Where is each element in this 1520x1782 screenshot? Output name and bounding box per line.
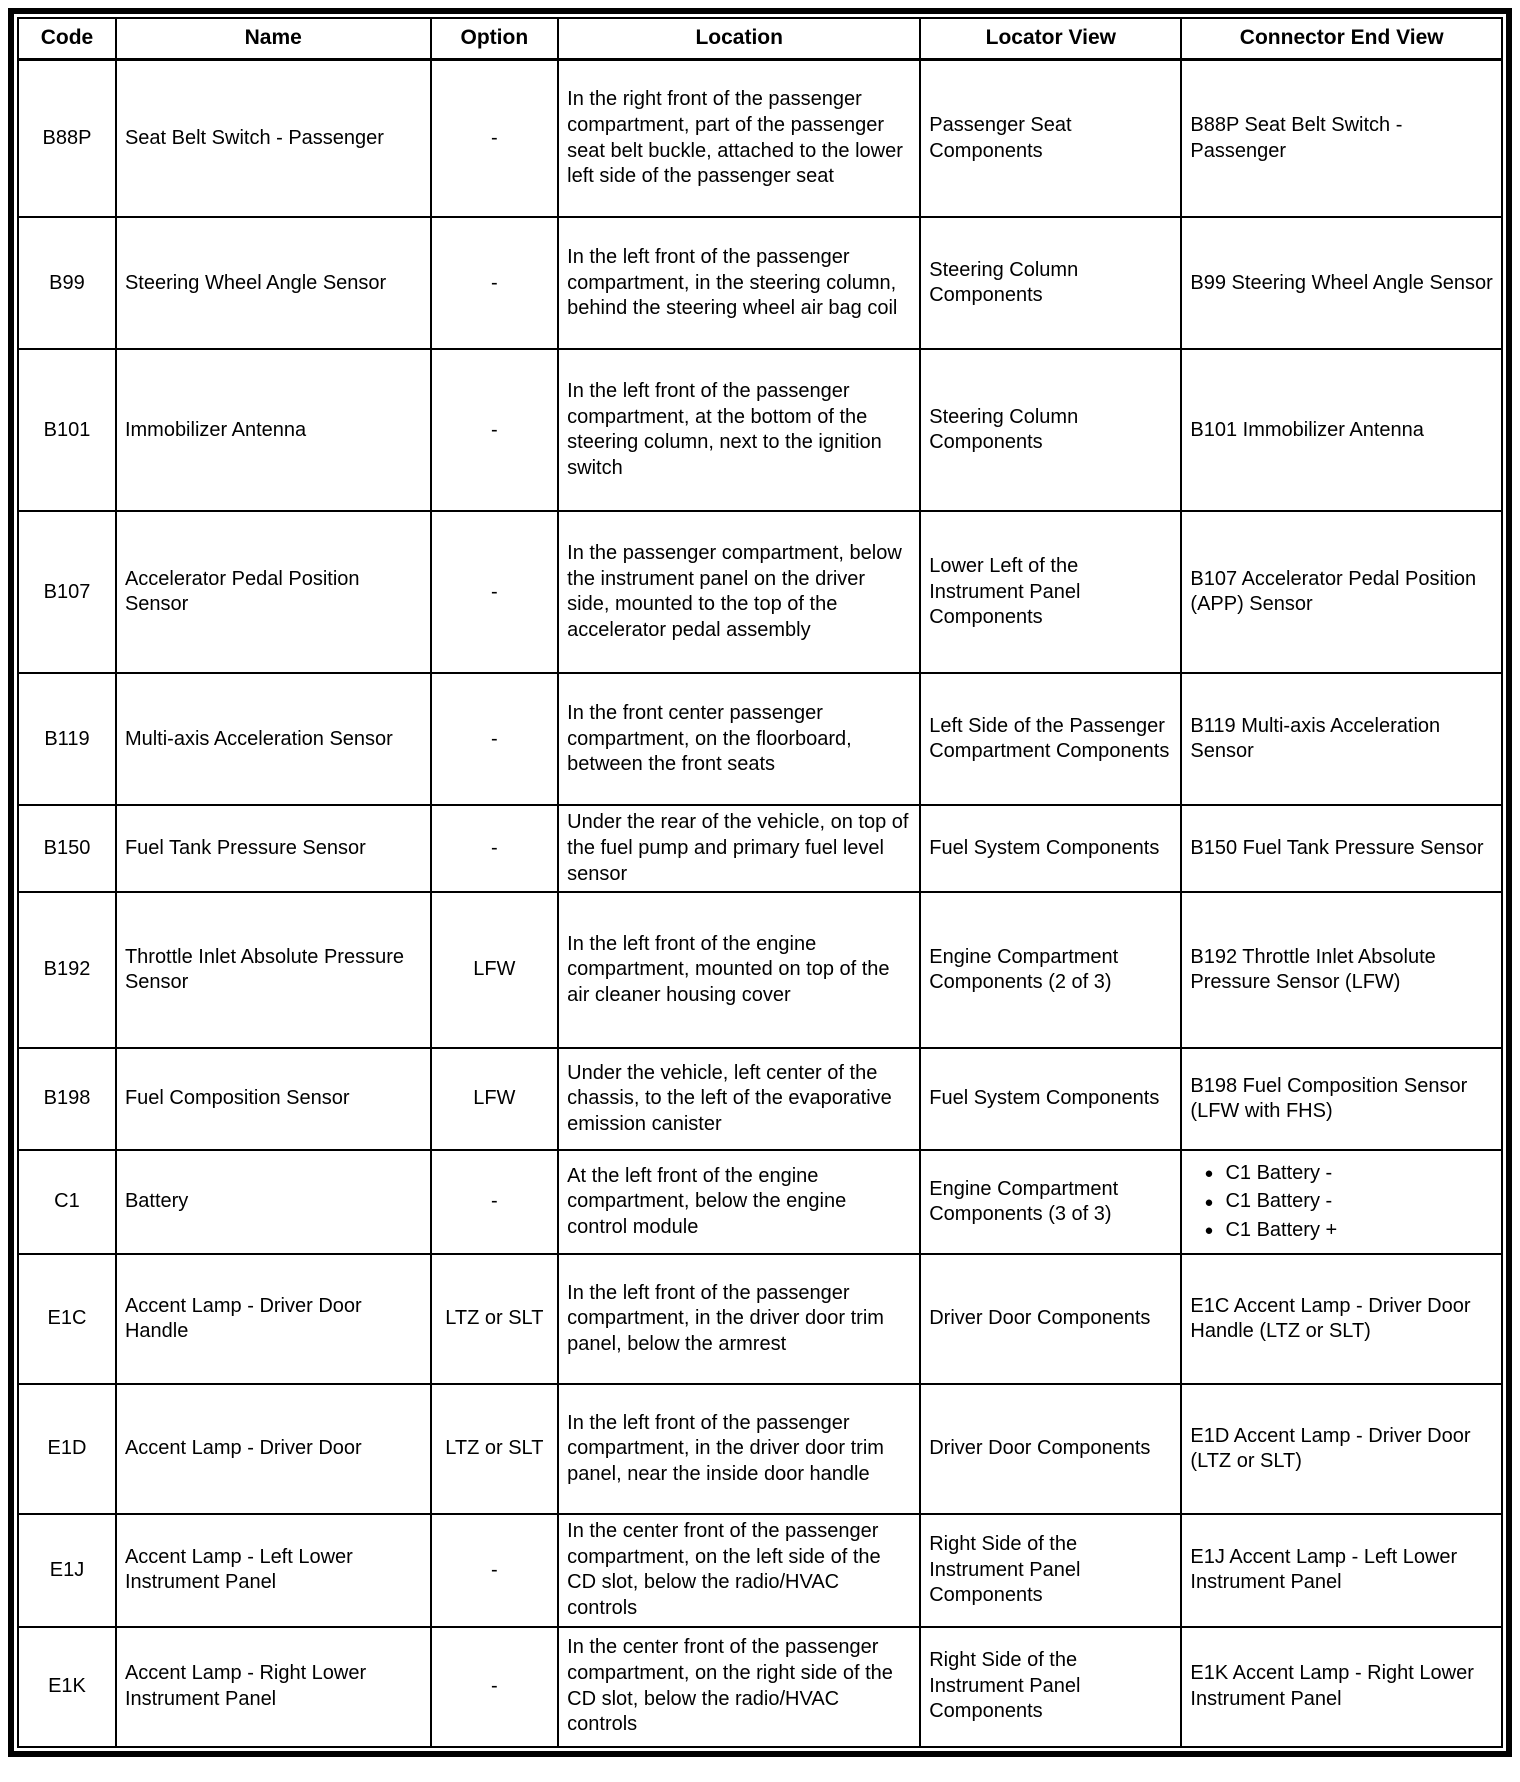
location-cell: In the front center passenger compartment, on the floorboard, between the front seats	[558, 673, 920, 805]
column-header-option: Option	[431, 18, 559, 59]
option-cell: LFW	[431, 892, 559, 1048]
column-header-locator-view: Locator View	[920, 18, 1181, 59]
location-cell: At the left front of the engine compartment, below the engine control module	[558, 1150, 920, 1254]
name-cell: Seat Belt Switch - Passenger	[116, 59, 431, 217]
connector-label: C1 Battery -	[1225, 1190, 1333, 1213]
table-row	[18, 805, 1502, 892]
bullet-icon: ●	[1204, 1193, 1214, 1211]
component-table-frame	[8, 8, 1512, 1757]
table-row	[18, 1048, 1502, 1150]
connector-end-view-cell: B101 Immobilizer Antenna	[1181, 349, 1502, 511]
location-cell: In the passenger compartment, below the instrument panel on the driver side, mounted to the top of the accelerator pedal assembly	[558, 511, 920, 673]
locator-view-cell: Lower Left of the Instrument Panel Components	[920, 511, 1181, 673]
name-cell: Accent Lamp - Driver Door Handle	[116, 1254, 431, 1384]
name-cell: Accent Lamp - Right Lower Instrument Panel	[116, 1627, 431, 1747]
table-row	[18, 217, 1502, 349]
bullet-icon: ●	[1204, 1165, 1214, 1183]
column-header-name: Name	[116, 18, 431, 59]
connector-label: C1 Battery -	[1225, 1161, 1333, 1184]
connector-end-view-cell: B119 Multi-axis Acceleration Sensor	[1181, 673, 1502, 805]
location-cell: In the left front of the engine compartment, mounted on top of the air cleaner housing cover	[558, 892, 920, 1048]
locator-view-cell: Right Side of the Instrument Panel Components	[920, 1514, 1181, 1626]
code-cell: B99	[18, 217, 116, 349]
name-cell: Accent Lamp - Left Lower Instrument Panel	[116, 1514, 431, 1626]
locator-view-cell: Steering Column Components	[920, 349, 1181, 511]
option-cell: -	[431, 673, 559, 805]
column-header-connector-end-view: Connector End View	[1181, 18, 1502, 59]
code-cell: E1J	[18, 1514, 116, 1626]
table-row	[18, 1384, 1502, 1514]
location-cell: Under the vehicle, left center of the chassis, to the left of the evaporative emission canister	[558, 1048, 920, 1150]
name-cell: Fuel Composition Sensor	[116, 1048, 431, 1150]
option-cell: -	[431, 805, 559, 892]
locator-view-cell: Steering Column Components	[920, 217, 1181, 349]
name-cell: Accent Lamp - Driver Door	[116, 1384, 431, 1514]
option-cell: LTZ or SLT	[431, 1384, 559, 1514]
connector-end-view-cell: B150 Fuel Tank Pressure Sensor	[1181, 805, 1502, 892]
table-row	[18, 1514, 1502, 1626]
connector-end-view-cell: E1D Accent Lamp - Driver Door (LTZ or SLT)	[1181, 1384, 1502, 1514]
code-cell: E1K	[18, 1627, 116, 1747]
option-cell: -	[431, 217, 559, 349]
locator-view-cell: Fuel System Components	[920, 1048, 1181, 1150]
code-cell: B107	[18, 511, 116, 673]
location-cell: In the left front of the passenger compartment, in the driver door trim panel, near the inside door handle	[558, 1384, 920, 1514]
option-cell: LTZ or SLT	[431, 1254, 559, 1384]
location-cell: Under the rear of the vehicle, on top of the fuel pump and primary fuel level sensor	[558, 805, 920, 892]
code-cell: E1C	[18, 1254, 116, 1384]
location-cell: In the left front of the passenger compartment, in the steering column, behind the steering wheel air bag coil	[558, 217, 920, 349]
option-cell: -	[431, 1627, 559, 1747]
connector-bullet-list	[1190, 1161, 1493, 1244]
code-cell: C1	[18, 1150, 116, 1254]
table-row	[18, 1150, 1502, 1254]
connector-end-view-cell: B192 Throttle Inlet Absolute Pressure Sensor (LFW)	[1181, 892, 1502, 1048]
location-cell: In the left front of the passenger compartment, in the driver door trim panel, below the armrest	[558, 1254, 920, 1384]
locator-view-cell: Fuel System Components	[920, 805, 1181, 892]
connector-end-view-cell: B198 Fuel Composition Sensor (LFW with FHS)	[1181, 1048, 1502, 1150]
connector-bullet-item	[1204, 1161, 1493, 1187]
code-cell: E1D	[18, 1384, 116, 1514]
connector-bullet-item	[1204, 1189, 1493, 1215]
table-body	[18, 59, 1502, 1746]
table-row	[18, 349, 1502, 511]
electrical-component-table	[17, 17, 1503, 1748]
header-row	[18, 18, 1502, 59]
locator-view-cell: Passenger Seat Components	[920, 59, 1181, 217]
code-cell: B88P	[18, 59, 116, 217]
location-cell: In the left front of the passenger compartment, at the bottom of the steering column, next to the ignition switch	[558, 349, 920, 511]
code-cell: B150	[18, 805, 116, 892]
connector-end-view-cell: E1C Accent Lamp - Driver Door Handle (LTZ or SLT)	[1181, 1254, 1502, 1384]
connector-end-view-cell: B107 Accelerator Pedal Position (APP) Sensor	[1181, 511, 1502, 673]
table-row	[18, 1627, 1502, 1747]
connector-end-view-cell: E1K Accent Lamp - Right Lower Instrument Panel	[1181, 1627, 1502, 1747]
locator-view-cell: Driver Door Components	[920, 1384, 1181, 1514]
option-cell: LFW	[431, 1048, 559, 1150]
location-cell: In the center front of the passenger compartment, on the left side of the CD slot, below the radio/HVAC controls	[558, 1514, 920, 1626]
code-cell: B101	[18, 349, 116, 511]
locator-view-cell: Engine Compartment Components (2 of 3)	[920, 892, 1181, 1048]
name-cell: Multi-axis Acceleration Sensor	[116, 673, 431, 805]
locator-view-cell: Right Side of the Instrument Panel Components	[920, 1627, 1181, 1747]
option-cell: -	[431, 349, 559, 511]
connector-end-view-cell	[1181, 1150, 1502, 1254]
table-row	[18, 892, 1502, 1048]
option-cell: -	[431, 511, 559, 673]
name-cell: Battery	[116, 1150, 431, 1254]
connector-end-view-cell: E1J Accent Lamp - Left Lower Instrument Panel	[1181, 1514, 1502, 1626]
option-cell: -	[431, 1514, 559, 1626]
code-cell: B198	[18, 1048, 116, 1150]
connector-bullet-item	[1204, 1218, 1493, 1244]
name-cell: Throttle Inlet Absolute Pressure Sensor	[116, 892, 431, 1048]
table-row	[18, 59, 1502, 217]
name-cell: Steering Wheel Angle Sensor	[116, 217, 431, 349]
locator-view-cell: Driver Door Components	[920, 1254, 1181, 1384]
locator-view-cell: Left Side of the Passenger Compartment Components	[920, 673, 1181, 805]
name-cell: Fuel Tank Pressure Sensor	[116, 805, 431, 892]
connector-end-view-cell: B99 Steering Wheel Angle Sensor	[1181, 217, 1502, 349]
table-row	[18, 673, 1502, 805]
option-cell: -	[431, 59, 559, 217]
column-header-code: Code	[18, 18, 116, 59]
locator-view-cell: Engine Compartment Components (3 of 3)	[920, 1150, 1181, 1254]
bullet-icon: ●	[1204, 1222, 1214, 1240]
option-cell: -	[431, 1150, 559, 1254]
table-row	[18, 1254, 1502, 1384]
name-cell: Accelerator Pedal Position Sensor	[116, 511, 431, 673]
code-cell: B192	[18, 892, 116, 1048]
connector-end-view-cell: B88P Seat Belt Switch - Passenger	[1181, 59, 1502, 217]
location-cell: In the right front of the passenger compartment, part of the passenger seat belt buckle, attached to the lower left side of the passenger seat	[558, 59, 920, 217]
location-cell: In the center front of the passenger compartment, on the right side of the CD slot, below the radio/HVAC controls	[558, 1627, 920, 1747]
column-header-location: Location	[558, 18, 920, 59]
connector-label: C1 Battery +	[1225, 1218, 1338, 1241]
code-cell: B119	[18, 673, 116, 805]
name-cell: Immobilizer Antenna	[116, 349, 431, 511]
table-row	[18, 511, 1502, 673]
